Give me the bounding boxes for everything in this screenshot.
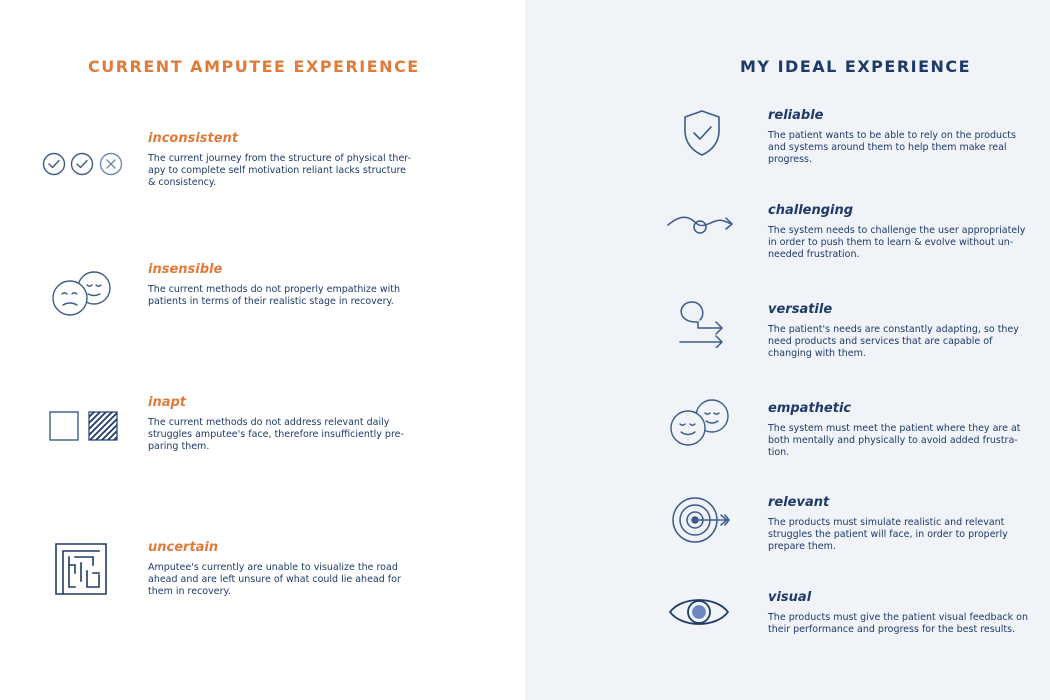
maze-icon (55, 543, 107, 595)
item-description: The system must meet the patient where they are at both mentally and physically to avoid added frustra-tion. (768, 423, 1021, 458)
item-title: versatile (768, 302, 833, 317)
item-description: Amputee's currently are unable to visualize the road ahead and are left unsure of what could lie ahead for them in recovery. (148, 562, 401, 597)
faces-icon (50, 268, 114, 318)
eye-icon (668, 594, 730, 630)
item-title: inconsistent (148, 131, 239, 146)
item-description: The current journey from the structure of physical ther-apy to complete self motivation reliant lacks structure & consistency. (148, 153, 412, 188)
right-heading: MY IDEAL EXPERIENCE (740, 57, 972, 76)
item-title: reliable (768, 108, 824, 123)
shield-check-icon (682, 109, 722, 157)
item-description: The patient's needs are constantly adapting, so they need products and services that are capable of changing with them. (768, 324, 1019, 359)
left-heading: CURRENT AMPUTEE EXPERIENCE (88, 57, 420, 76)
item-title: relevant (768, 495, 830, 510)
happy-faces-icon (668, 397, 732, 447)
squares-icon (49, 411, 119, 441)
item-description: The patient wants to be able to rely on the products and systems around them to help them make real progress. (768, 130, 1016, 165)
target-icon (669, 494, 731, 546)
item-description: The products must simulate realistic and relevant struggles the patient will face, in order to properly prepare them. (768, 517, 1008, 552)
item-title: uncertain (148, 540, 219, 555)
item-title: challenging (768, 203, 854, 218)
wave-arrow-icon (666, 209, 736, 239)
item-title: insensible (148, 262, 223, 277)
item-title: inapt (148, 395, 187, 410)
item-description: The products must give the patient visual feedback on their performance and progress for the best results. (768, 612, 1028, 635)
item-description: The current methods do not address relevant daily struggles amputee's face, therefore insufficiently pre-paring them. (148, 417, 404, 452)
item-title: empathetic (768, 401, 852, 416)
check-check-x-icon (42, 151, 124, 177)
item-description: The current methods do not properly empathize with patients in terms of their realistic stage in recovery. (148, 284, 401, 307)
item-description: The system needs to challenge the user appropriately in order to push them to learn & evolve without un-needed frustration. (768, 225, 1026, 260)
branching-arrows-icon (676, 298, 726, 348)
item-title: visual (768, 590, 812, 605)
